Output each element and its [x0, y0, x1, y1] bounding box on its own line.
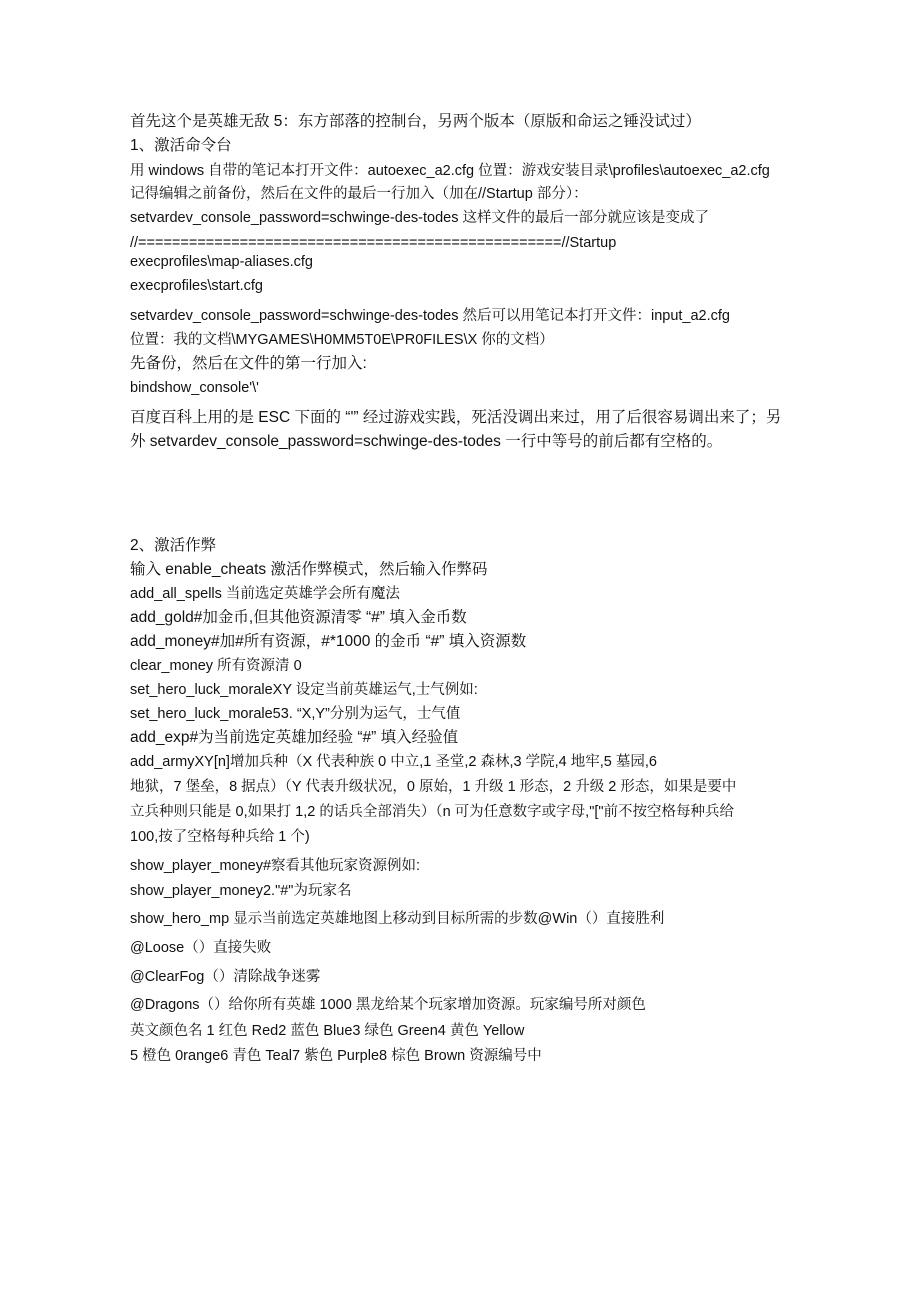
text-line: 记得编辑之前备份，然后在文件的最后一行加入（加在//Startup 部分）：: [130, 186, 588, 202]
cheat-line: 地狱，7 堡垒，8 据点）（Y 代表升级状况，0 原始，1 升级 1 形态，2 升级 2 形态，如果是要中: [130, 779, 737, 795]
text-line: 位置：我的文档\MYGAMES\H0MM5T0E\PR0FILES\X 你的文档）: [130, 332, 554, 348]
cheat-line: show_hero_mp 显示当前选定英雄地图上移动到目标所需的步数@Win（）直接胜利: [130, 911, 665, 927]
text-line: setvardev_console_password=schwinge-des-todes 然后可以用笔记本打开文件：input_a2.cfg: [130, 308, 730, 324]
cheat-line: add_gold#加金币,但其他资源清零 “#” 填入金币数: [130, 609, 467, 626]
cheat-line: set_hero_luck_morale53. “X,Y”分别为运气，士气值: [130, 706, 461, 722]
intro-line: 首先这个是英雄无敌 5：东方部落的控制台，另两个版本（原版和命运之锤没试过）: [130, 113, 701, 130]
text-line: 外 setvardev_console_password=schwinge-des-todes 一行中等号的前后都有空格的。: [130, 433, 723, 450]
cheat-line: @Dragons（）给你所有英雄 1000 黑龙给某个玩家增加资源。玩家编号所对颜色: [130, 997, 646, 1013]
cheat-line: @ClearFog（）清除战争迷雾: [130, 969, 321, 985]
color-line: 英文颜色名 1 红色 Red2 蓝色 Blue3 绿色 Green4 黄色 Yellow: [130, 1023, 525, 1039]
text-line: 先备份，然后在文件的第一行加入:: [130, 355, 367, 372]
cheat-line: clear_money 所有资源清 0: [130, 658, 302, 674]
code-line: execprofiles\start.cfg: [130, 278, 263, 294]
cheat-line: show_player_money2."#"为玩家名: [130, 883, 352, 899]
section-heading-2: 2、激活作弊: [130, 537, 217, 554]
cheat-line: set_hero_luck_moraleXY 设定当前英雄运气,士气例如:: [130, 682, 478, 698]
text-line: 用 windows 自带的笔记本打开文件：autoexec_a2.cfg 位置：游戏安装目录\profiles\autoexec_a2.cfg: [130, 163, 770, 179]
code-line: execprofiles\map-aliases.cfg: [130, 254, 313, 270]
cheat-line: add_all_spells 当前选定英雄学会所有魔法: [130, 586, 400, 602]
cheat-line: @Loose（）直接失败: [130, 940, 272, 956]
cheat-line: 100,按了空格每种兵给 1 个): [130, 829, 310, 845]
cheat-line: add_armyXY[n]增加兵种（X 代表种族 0 中立,1 圣堂,2 森林,3 学院,4 地牢,5 墓园,6: [130, 754, 657, 770]
cheat-line: add_exp#为当前选定英雄加经验 “#” 填入经验值: [130, 729, 459, 746]
cheat-line: show_player_money#察看其他玩家资源例如:: [130, 858, 421, 874]
cheat-line: add_money#加#所有资源，#*1000 的金币 “#” 填入资源数: [130, 633, 527, 650]
code-line: bindshow_console'\': [130, 380, 259, 396]
section-heading-1: 1、激活命令台: [130, 137, 232, 154]
cheat-line: 立兵种则只能是 0,如果打 1,2 的话兵全部消失）（n 可为任意数字或字母,"["前不按空格每种兵给: [130, 804, 735, 820]
text-line: 输入 enable_cheats 激活作弊模式，然后输入作弊码: [130, 561, 488, 578]
code-line: //==================================================//Startup: [130, 235, 617, 251]
text-line: 百度百科上用的是 ESC 下面的 “'” 经过游戏实践，死活没调出来过，用了后很容易调出来了；另: [130, 409, 782, 426]
text-line: setvardev_console_password=schwinge-des-todes 这样文件的最后一部分就应该是变成了: [130, 210, 709, 226]
color-line: 5 橙色 0range6 青色 Teal7 紫色 Purple8 棕色 Brown 资源编号中: [130, 1048, 542, 1064]
